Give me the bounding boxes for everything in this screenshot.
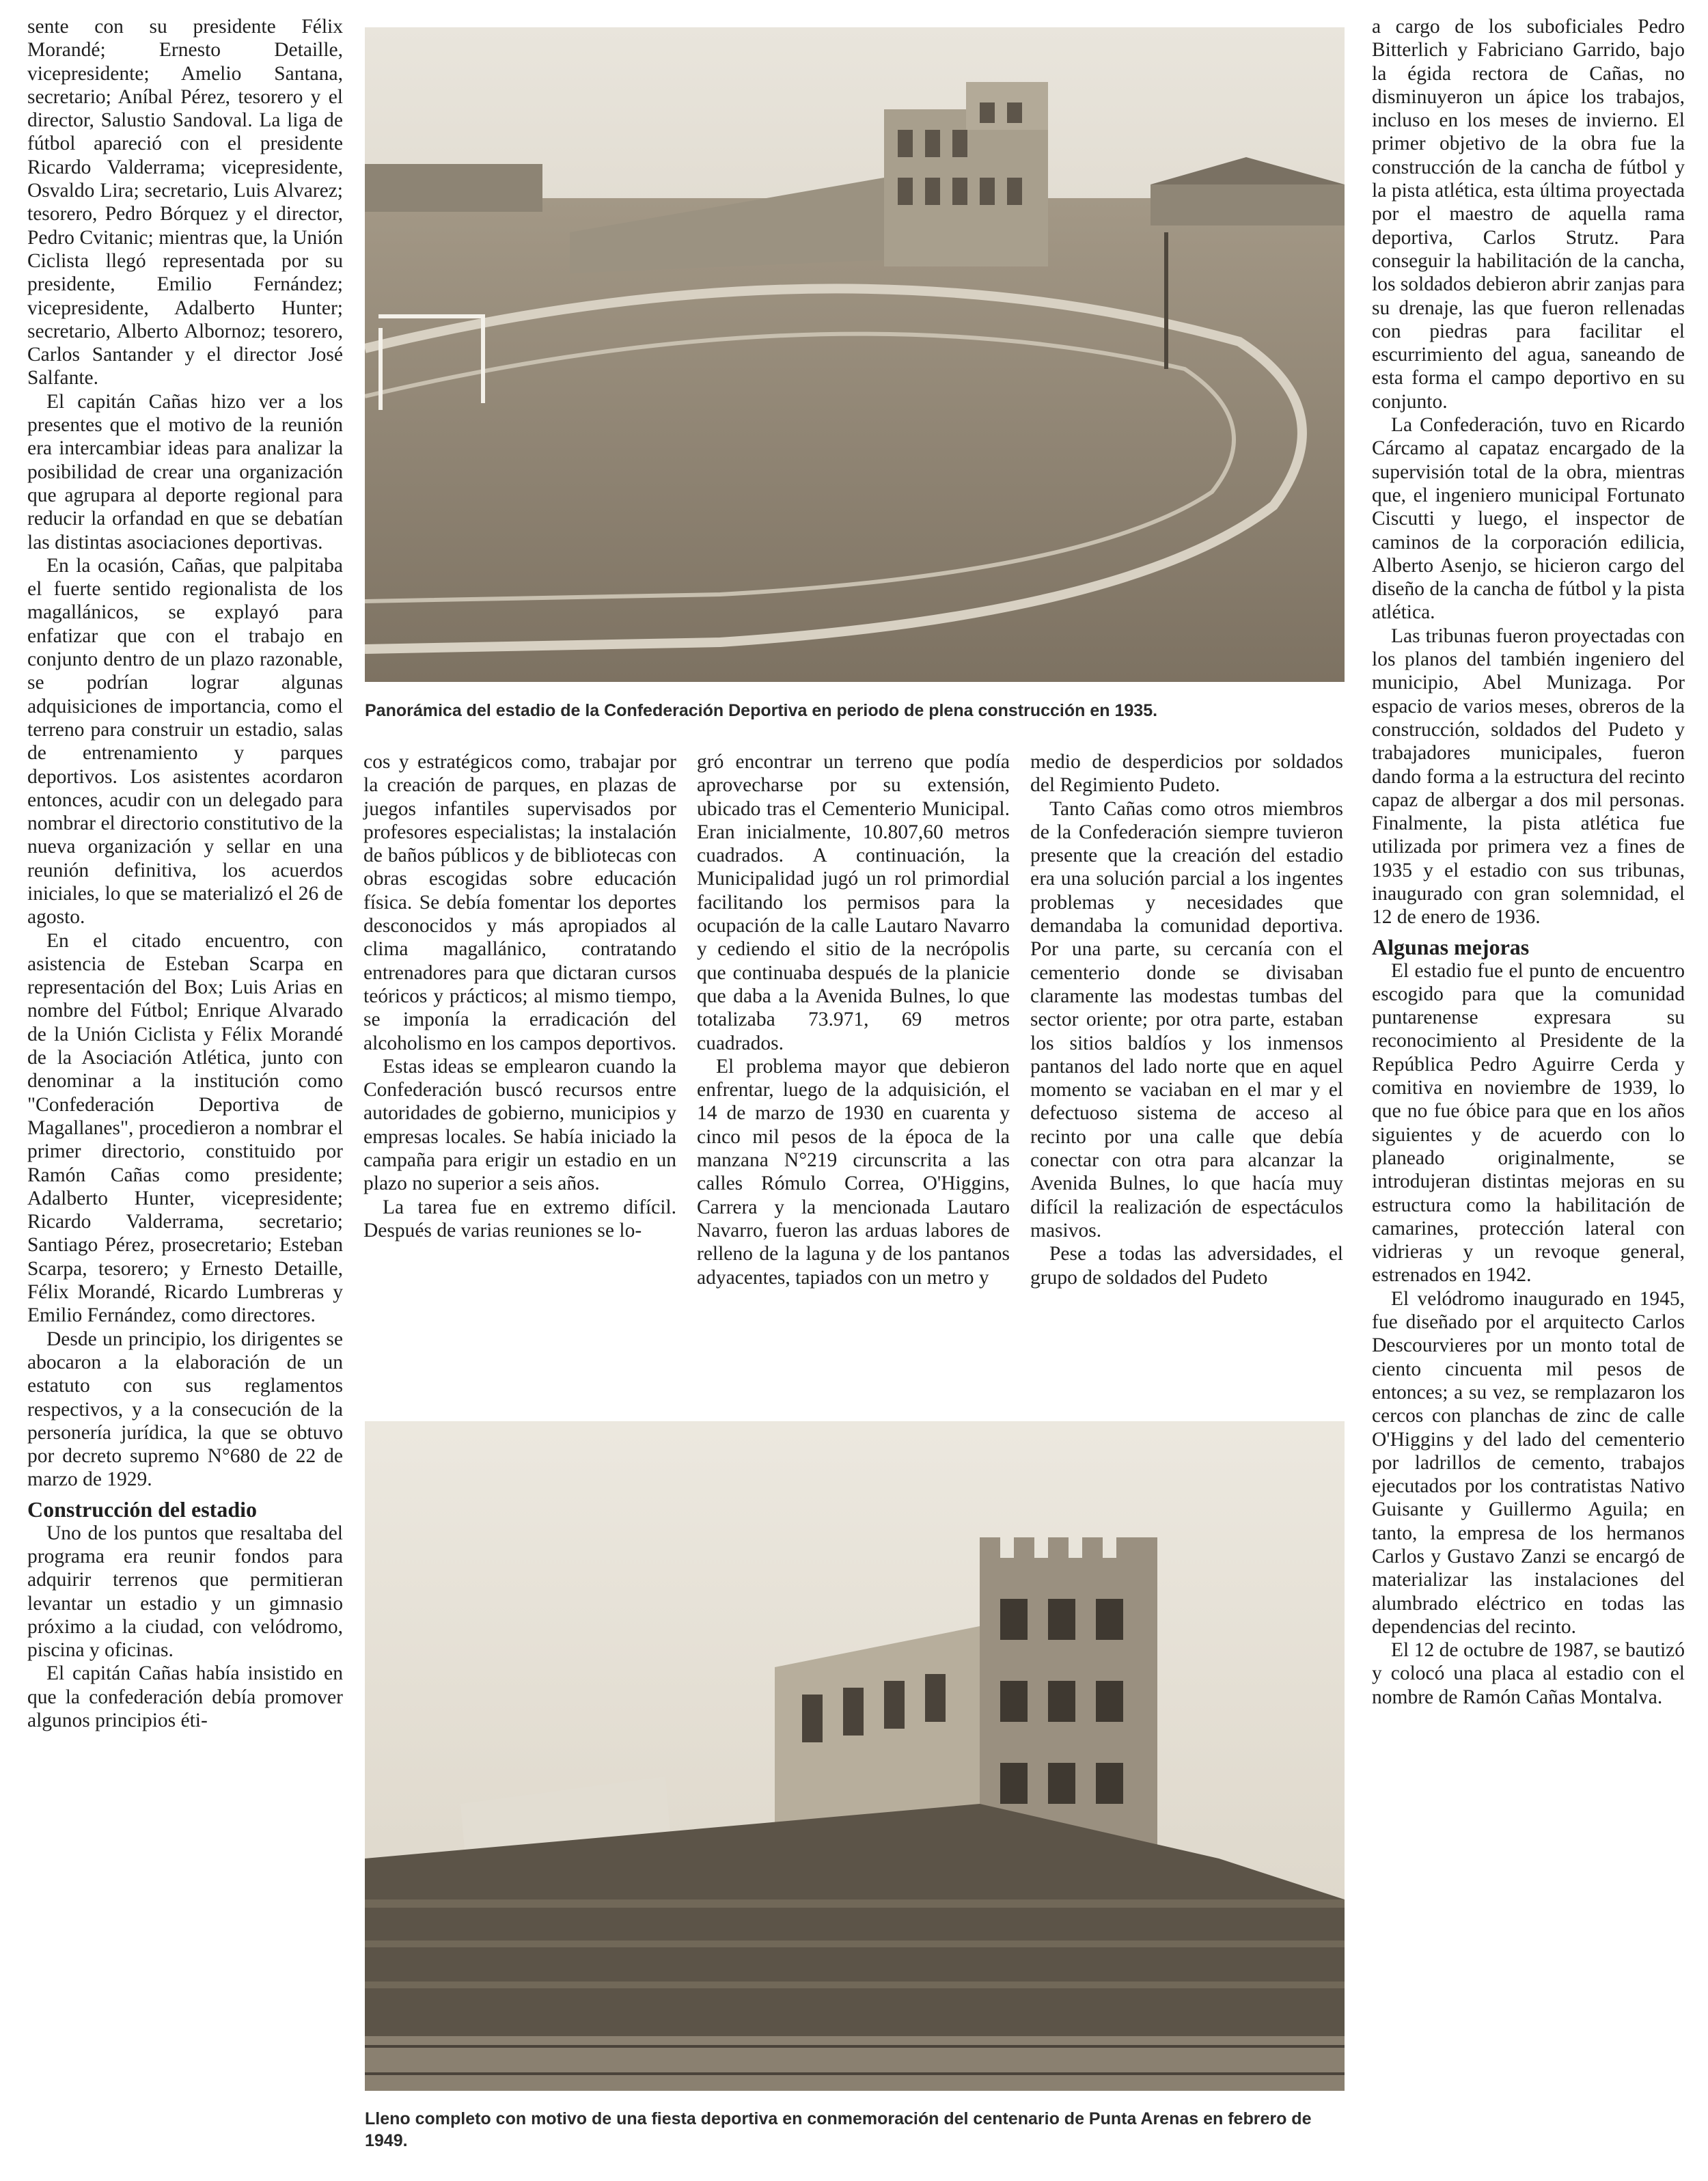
paragraph: El 12 de octubre de 1987, se bautizó y colocó una placa al estadio con el nombre de Ramón Cañas Montalva. (1372, 1639, 1685, 1708)
stadium-construction-image (365, 27, 1345, 682)
paragraph: El capitán Cañas había insistido en que la confederación debía promover algunos principios éti- (27, 1662, 343, 1732)
stadium-construction-photo (365, 27, 1345, 682)
paragraph: Las tribunas fueron proyectadas con los planos del también ingeniero del municipio, Abel Munizaga. Por espacio de varios meses, obreros de la construcción, soldados del Pudeto y trabajadores municipales, fueron dando forma a la estructura del recinto capaz de albergar a dos mil personas. Finalmente, la pista atlética fue utilizada por primera vez a fines de 1935 y el estadio con sus tribunas, inaugurado con gran solemnidad, el 12 de enero de 1936. (1372, 625, 1685, 929)
paragraph: Tanto Cañas como otros miembros de la Confederación siempre tuvieron presente que la creación del estadio era una solución parcial a los ingentes problemas y necesidades que demandaba la comunidad deportiva. Por una parte, su cercanía con el cementerio donde se divisaban claramente las modestas tumbas del sector oriente; por otra parte, estaban los sitios baldíos y los inmensos pantanos del lado norte que en aquel momento se vaciaban en el mar y el defectuoso sistema de acceso al recinto por una calle que debía conectar con otra para alcanzar la Avenida Bulnes, lo que hacía muy difícil la realización de espectáculos masivos. (1030, 797, 1343, 1242)
stadium-crowd-photo (365, 1421, 1345, 2091)
paragraph: En la ocasión, Cañas, que palpitaba el fuerte sentido regionalista de los magallánicos, se explayó para enfatizar que con el trabajo en conjunto dentro de un plazo razonable, se podrían lograr algunas adquisiciones de importancia, como el terreno para construir un estadio, salas de entrenamiento y parques deportivos. Los asistentes acordaron entonces, acudir con un delegado para nombrar el directorio constitutivo de la nueva organización y sellar en una reunión definitiva, los acuerdos iniciales, lo que se materializó el 26 de agosto. (27, 554, 343, 929)
paragraph: sente con su presidente Félix Morandé; Ernesto Detaille, vicepresidente; Amelio Santana, secretario; Aníbal Pérez, tesorero y el director, Salustio Sandoval. La liga de fútbol apareció con el presidente Ricardo Valderrama; vicepresidente, Osvaldo Lira; secretario, Luis Alvarez; tesorero, Pedro Bórquez y el director, Pedro Cvitanic; mientras que, la Unión Ciclista llegó representada por su presidente, Emilio Fernández; vicepresidente, Adalberto Hunter; secretario, Alberto Albornoz; tesorero, Carlos Santander y el director José Salfante. (27, 16, 343, 389)
section-heading-mejoras: Algunas mejoras (1372, 934, 1530, 959)
paragraph: cos y estratégicos como, trabajar por la creación de parques, en plazas de juegos infantiles supervisados por profesores especialistas; la instalación de baños públicos y de bibliotecas con obras escogidas sobre educación física. Se debía fomentar los deportes desconocidos y más apropiados al clima magallánico, contratando entrenadores para que dictaran cursos teóricos y prácticos; al mismo tiempo, se imponía la erradicación del alcoholismo en los campos deportivos. (363, 751, 676, 1054)
paragraph: Desde un principio, los dirigentes se abocaron a la elaboración de un estatuto con sus reglamentos respectivos, y a la consecución de la personería jurídica, la que se obtuvo por decreto supremo N°680 de 22 de marzo de 1929. (27, 1328, 343, 1491)
article-column-3 (697, 750, 1010, 1386)
paragraph: gró encontrar un terreno que podía aprovecharse por su extensión, ubicado tras el Cementerio Municipal. Eran inicialmente, 10.807,60 metros cuadrados. A continuación, la Municipalidad jugó un rol primordial facilitando los permisos para la ocupación de la calle Lautaro Navarro y cediendo el sitio de la necrópolis que continuaba después de la planicie que daba a la Avenida Bulnes, lo que totalizaba 73.971, 69 metros cuadrados. (697, 751, 1010, 1054)
stadium-crowd-image (365, 1421, 1345, 2091)
paragraph: Uno de los puntos que resaltaba del programa era reunir fondos para adquirir terrenos que permitieran levantar un estadio y un gimnasio próximo a la ciudad, con velódromo, piscina y oficinas. (27, 1522, 343, 1662)
photo-caption-top: Panorámica del estadio de la Confederación Deportiva en periodo de plena construcción en 1935. (365, 701, 1158, 720)
paragraph: a cargo de los suboficiales Pedro Bitterlich y Fabriciano Garrido, bajo la égida rectora de Cañas, no disminuyeron un ápice los trabajos, incluso en los meses de invierno. El primer objetivo de la obra fue la construcción de la cancha de fútbol y la pista atlética, esta última proyectada por el maestro de aquella rama deportiva, Carlos Strutz. Para conseguir la habilitación de la cancha, los soldados debieron abrir zanjas para su drenaje, las que fueron rellenadas con piedras para facilitar el escurrimiento del agua, saneando de esta forma el campo deportivo en su conjunto. (1372, 16, 1685, 413)
paragraph: El problema mayor que debieron enfrentar, luego de la adquisición, el 14 de marzo de 1930 en cuarenta y cinco mil pesos de la época de la manzana N°219 circunscrita a las calles Rómulo Correa, O'Higgins, Carrera y la mencionada Lautaro Navarro, fueron las arduas labores de relleno de la laguna y de los pantanos adyacentes, tapiados con un metro y (697, 1055, 1010, 1289)
section-heading-construccion: Construcción del estadio (27, 1496, 257, 1522)
paragraph: Estas ideas se emplearon cuando la Confederación buscó recursos entre autoridades de gobierno, municipios y empresas locales. Se había iniciado la campaña para erigir un estadio en un plazo no superior a seis años. (363, 1055, 676, 1195)
article-column-5 (1372, 15, 1685, 2167)
paragraph: La tarea fue en extremo difícil. Después de varias reuniones se lo- (363, 1196, 676, 1242)
article-column-4 (1030, 750, 1343, 1386)
article-column-1 (27, 15, 343, 2167)
paragraph: La Confederación, tuvo en Ricardo Cárcamo al capataz encargado de la supervisión total de la obra, mientras que, el ingeniero municipal Fortunato Ciscutti y luego, el inspector de caminos de la corporación edilicia, Alberto Asenjo, se hicieron cargo del diseño de la cancha de fútbol y la pista atlética. (1372, 414, 1685, 624)
photo-caption-bottom: Lleno completo con motivo de una fiesta deportiva en conmemoración del centenario de Punta Arenas en febrero de 1949. (365, 2109, 1312, 2150)
article-column-2 (363, 750, 676, 1386)
paragraph: En el citado encuentro, con asistencia de Esteban Scarpa en representación del Box; Luis Arias en nombre del Fútbol; Enrique Alvarado de la Unión Ciclista y Félix Morandé de la Asociación Atlética, junto con denominar a la institución como "Confederación Deportiva de Magallanes", procedieron a nombrar el primer directorio, constituido por Ramón Cañas como presidente; Adalberto Hunter, vicepresidente; Ricardo Valderrama, secretario; Santiago Pérez, prosecretario; Esteban Scarpa, tesorero; y Ernesto Detaille, Félix Morandé, Ricardo Lumbreras y Emilio Fernández, como directores. (27, 929, 343, 1327)
paragraph: medio de desperdicios por soldados del Regimiento Pudeto. (1030, 751, 1343, 797)
paragraph: El capitán Cañas hizo ver a los presentes que el motivo de la reunión era intercambiar ideas para analizar la posibilidad de crear una organización que agrupara al deporte regional para reducir la orfandad en que se debatían las distintas asociaciones deportivas. (27, 390, 343, 553)
paragraph: El velódromo inaugurado en 1945, fue diseñado por el arquitecto Carlos Descourvieres por un monto total de ciento cincuenta mil pesos de entonces; a su vez, se remplazaron los cercos con planchas de zinc de calle O'Higgins y del lado del cementerio por ladrillos de cemento, trabajos ejecutados por los contratistas Nativo Guisante y Guillermo Aguila; en tanto, la empresa de los hermanos Carlos y Gustavo Zanzi se encargó de materializar las instalaciones del alumbrado eléctrico en todas las dependencias del recinto. (1372, 1287, 1685, 1638)
paragraph: Pese a todas las adversidades, el grupo de soldados del Pudeto (1030, 1243, 1343, 1289)
paragraph: El estadio fue el punto de encuentro escogido para que la comunidad puntarenense expresara su reconocimiento al Presidente de la República Pedro Aguirre Cerda y comitiva en noviembre de 1939, lo que no fue óbice para que en los años siguientes y de acuerdo con lo planeado originalmente, se introdujeran distintas mejoras en su estructura como la habilitación de camarines, protección lateral con vidrieras y un revoque general, estrenados en 1942. (1372, 959, 1685, 1287)
